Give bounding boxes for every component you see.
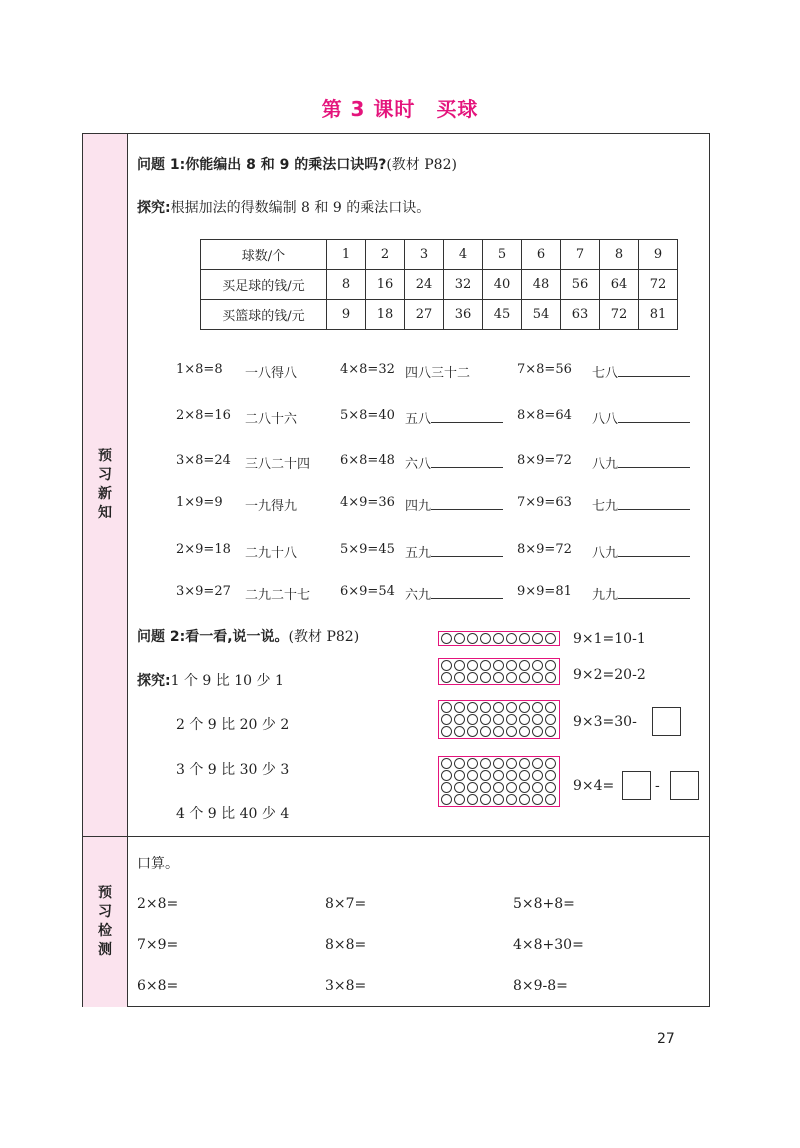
mnemonic-rhyme — [405, 453, 503, 472]
table-cell: 56 — [561, 270, 600, 300]
circle-dot — [519, 702, 530, 713]
problem1-ref: (教材 P82) — [386, 157, 457, 173]
circle-dot — [545, 660, 556, 671]
circle-dot — [545, 770, 556, 781]
problem2-ref: (教材 P82) — [288, 629, 360, 645]
table-row — [201, 300, 678, 330]
table-cell: 81 — [639, 300, 678, 330]
circle-dot — [532, 770, 543, 781]
table-cell: 24 — [405, 270, 444, 300]
circle-dot — [441, 758, 452, 769]
table-row-header: 买足球的钱/元 — [201, 270, 327, 300]
preview-new-label: 预习新知 — [98, 448, 112, 521]
table-cell: 40 — [483, 270, 522, 300]
circle-dot — [506, 633, 517, 644]
circle-dot — [480, 770, 491, 781]
circle-dot — [519, 758, 530, 769]
section-label-preview-new — [83, 134, 128, 836]
circle-dot — [545, 672, 556, 683]
circle-dot — [545, 794, 556, 805]
mnemonic-rhyme-text: 八九 — [592, 546, 619, 561]
mnemonic-rhyme — [245, 495, 297, 514]
circle-dot — [493, 770, 504, 781]
circle-dot — [519, 770, 530, 781]
problem2-minus-4: - — [655, 778, 660, 794]
table-cell: 5 — [483, 240, 522, 270]
circle-dot — [545, 758, 556, 769]
circle-dot — [467, 726, 478, 737]
mental-math-item: 8×9-8= — [513, 978, 568, 994]
answer-box-4a[interactable] — [622, 771, 651, 800]
circle-dot — [441, 714, 452, 725]
circle-dot — [467, 758, 478, 769]
mnemonic-equation: 7×8=56 — [517, 362, 572, 377]
circle-dot — [519, 672, 530, 683]
mnemonic-rhyme-text: 四八三十二 — [405, 366, 471, 381]
mental-math-item: 4×8+30= — [513, 937, 584, 953]
mnemonic-equation: 8×9=72 — [517, 542, 572, 557]
mnemonic-rhyme — [245, 584, 310, 603]
mnemonic-equation: 3×8=24 — [176, 453, 231, 468]
mnemonic-rhyme-text: 八九 — [592, 457, 619, 472]
problem2-line-2: 2 个 9 比 20 少 2 — [176, 717, 290, 733]
circle-dot — [545, 726, 556, 737]
mnemonic-rhyme — [405, 542, 503, 561]
dot-grid-3 — [438, 700, 560, 739]
circle-dot — [519, 714, 530, 725]
circle-dot — [454, 672, 465, 683]
table-cell: 16 — [366, 270, 405, 300]
mnemonic-rhyme — [592, 495, 690, 514]
mnemonic-rhyme-text: 五九 — [405, 546, 432, 561]
circle-dot — [454, 702, 465, 713]
mnemonic-rhyme-text: 一九得九 — [245, 499, 298, 514]
circle-dot — [480, 726, 491, 737]
mnemonic-equation: 6×9=54 — [340, 584, 395, 599]
mnemonic-equation: 5×9=45 — [340, 542, 395, 557]
circle-dot — [467, 714, 478, 725]
table-cell: 54 — [522, 300, 561, 330]
problem2-equation-3: 9×3=30- — [573, 714, 637, 730]
answer-blank[interactable] — [431, 495, 503, 510]
circle-dot — [519, 794, 530, 805]
table-cell: 32 — [444, 270, 483, 300]
circle-dot — [467, 770, 478, 781]
mnemonic-rhyme — [245, 542, 297, 561]
circle-dot — [493, 726, 504, 737]
table-cell: 9 — [327, 300, 366, 330]
mnemonic-equation: 8×8=64 — [517, 408, 572, 423]
mnemonic-equation: 6×8=48 — [340, 453, 395, 468]
mnemonic-equation: 3×9=27 — [176, 584, 231, 599]
mnemonic-rhyme-text: 二八十六 — [245, 412, 298, 427]
mental-math-item: 5×8+8= — [513, 896, 575, 912]
circle-dot — [467, 660, 478, 671]
mnemonic-rhyme-text: 八八 — [592, 412, 619, 427]
table-row — [201, 270, 678, 300]
circle-dot — [467, 702, 478, 713]
circle-dot — [480, 758, 491, 769]
problem2-equation-4: 9×4= — [573, 778, 615, 794]
ball-price-table — [200, 239, 678, 330]
page-number: 27 — [657, 1031, 675, 1047]
mnemonic-equation: 2×8=16 — [176, 408, 231, 423]
mnemonic-equation: 8×9=72 — [517, 453, 572, 468]
answer-blank[interactable] — [431, 542, 503, 557]
answer-blank[interactable] — [618, 408, 690, 423]
circle-dot — [532, 633, 543, 644]
circle-dot — [506, 672, 517, 683]
circle-dot — [467, 633, 478, 644]
mnemonic-rhyme — [405, 584, 503, 603]
table-cell: 2 — [366, 240, 405, 270]
mnemonic-rhyme-text: 九九 — [592, 588, 619, 603]
problem1-title: 问题 1:你能编出 8 和 9 的乘法口诀吗? — [137, 157, 387, 173]
table-cell: 48 — [522, 270, 561, 300]
mental-math-item: 7×9= — [137, 937, 179, 953]
table-cell: 18 — [366, 300, 405, 330]
table-cell: 7 — [561, 240, 600, 270]
section-divider — [83, 836, 709, 837]
answer-blank[interactable] — [618, 453, 690, 468]
answer-blank[interactable] — [618, 542, 690, 557]
mnemonic-rhyme — [405, 408, 503, 427]
circle-dot — [519, 633, 530, 644]
circle-dot — [506, 702, 517, 713]
mnemonic-rhyme-text: 四九 — [405, 499, 432, 514]
mnemonic-rhyme-text: 五八 — [405, 412, 432, 427]
mnemonic-rhyme-text: 七八 — [592, 366, 619, 381]
table-cell: 27 — [405, 300, 444, 330]
mnemonic-rhyme-text: 二九十八 — [245, 546, 298, 561]
circle-dot — [493, 782, 504, 793]
problem2-line-3: 3 个 9 比 30 少 3 — [176, 762, 290, 778]
problem2-line-1: 1 个 9 比 10 少 1 — [170, 673, 284, 689]
section-label-preview-check — [83, 836, 128, 1007]
mnemonic-rhyme-text: 六九 — [405, 588, 432, 603]
circle-dot — [532, 782, 543, 793]
problem2-heading — [137, 626, 359, 646]
mnemonic-rhyme-text: 六八 — [405, 457, 432, 472]
circle-dot — [493, 794, 504, 805]
mnemonic-equation: 2×9=18 — [176, 542, 231, 557]
mnemonic-rhyme-text: 三八二十四 — [245, 457, 311, 472]
mnemonic-rhyme — [592, 362, 690, 381]
answer-blank[interactable] — [618, 584, 690, 599]
circle-dot — [532, 726, 543, 737]
circle-dot — [441, 726, 452, 737]
circle-dot — [493, 702, 504, 713]
circle-dot — [441, 782, 452, 793]
table-cell: 63 — [561, 300, 600, 330]
circle-dot — [454, 794, 465, 805]
circle-dot — [545, 714, 556, 725]
circle-dot — [454, 782, 465, 793]
circle-dot — [441, 794, 452, 805]
problem2-equation-2: 9×2=20-2 — [573, 667, 646, 683]
circle-dot — [480, 672, 491, 683]
mnemonic-rhyme — [245, 453, 310, 472]
answer-blank[interactable] — [618, 495, 690, 510]
table-cell: 72 — [639, 270, 678, 300]
table-cell: 36 — [444, 300, 483, 330]
circle-dot — [506, 660, 517, 671]
circle-dot — [480, 782, 491, 793]
mnemonic-equation: 4×9=36 — [340, 495, 395, 510]
problem1-heading — [137, 154, 457, 174]
dot-grid-2 — [438, 658, 560, 685]
circle-dot — [441, 633, 452, 644]
answer-box-3[interactable] — [652, 707, 681, 736]
circle-dot — [545, 782, 556, 793]
circle-dot — [467, 672, 478, 683]
circle-dot — [480, 660, 491, 671]
table-cell: 3 — [405, 240, 444, 270]
circle-dot — [493, 758, 504, 769]
table-cell: 4 — [444, 240, 483, 270]
dot-grid-4 — [438, 756, 560, 807]
circle-dot — [493, 714, 504, 725]
mental-math-item: 2×8= — [137, 896, 179, 912]
mnemonic-rhyme-text: 一八得八 — [245, 366, 298, 381]
circle-dot — [454, 660, 465, 671]
circle-dot — [532, 660, 543, 671]
circle-dot — [532, 702, 543, 713]
circle-dot — [467, 794, 478, 805]
circle-dot — [454, 726, 465, 737]
mental-math-item: 6×8= — [137, 978, 179, 994]
circle-dot — [454, 770, 465, 781]
table-cell: 9 — [639, 240, 678, 270]
mental-math-item: 3×8= — [325, 978, 367, 994]
circle-dot — [480, 794, 491, 805]
mnemonic-equation: 1×8=8 — [176, 362, 223, 377]
table-cell: 8 — [327, 270, 366, 300]
table-cell: 64 — [600, 270, 639, 300]
answer-blank[interactable] — [431, 584, 503, 599]
circle-dot — [506, 714, 517, 725]
circle-dot — [441, 660, 452, 671]
check-label: 口算。 — [137, 856, 179, 872]
circle-dot — [467, 782, 478, 793]
mnemonic-equation: 1×9=9 — [176, 495, 223, 510]
mental-math-item: 8×7= — [325, 896, 367, 912]
mnemonic-rhyme — [245, 362, 297, 381]
circle-dot — [545, 633, 556, 644]
circle-dot — [454, 758, 465, 769]
mnemonic-rhyme — [592, 408, 690, 427]
table-row-header: 买篮球的钱/元 — [201, 300, 327, 330]
mnemonic-rhyme-text: 七九 — [592, 499, 619, 514]
circle-dot — [454, 714, 465, 725]
mnemonic-rhyme — [245, 408, 297, 427]
circle-dot — [480, 702, 491, 713]
answer-box-4b[interactable] — [670, 771, 699, 800]
mnemonic-rhyme-text: 二九二十七 — [245, 588, 311, 603]
circle-dot — [519, 782, 530, 793]
circle-dot — [532, 672, 543, 683]
problem2-explore — [137, 670, 284, 690]
mnemonic-rhyme — [592, 542, 690, 561]
problem1-explore-text: 根据加法的得数编制 8 和 9 的乘法口诀。 — [170, 200, 431, 216]
problem1-explore — [137, 197, 430, 217]
circle-dot — [480, 633, 491, 644]
mnemonic-rhyme — [592, 584, 690, 603]
table-cell: 45 — [483, 300, 522, 330]
table-row — [201, 240, 678, 270]
problem2-line-4: 4 个 9 比 40 少 4 — [176, 806, 290, 822]
circle-dot — [506, 782, 517, 793]
mnemonic-equation: 4×8=32 — [340, 362, 395, 377]
circle-dot — [532, 758, 543, 769]
mnemonic-equation: 7×9=63 — [517, 495, 572, 510]
problem1-explore-label: 探究: — [137, 200, 171, 216]
circle-dot — [441, 672, 452, 683]
circle-dot — [519, 726, 530, 737]
answer-blank[interactable] — [431, 408, 503, 423]
table-cell: 72 — [600, 300, 639, 330]
table-row-header: 球数/个 — [201, 240, 327, 270]
dot-grid-1 — [438, 631, 560, 646]
circle-dot — [454, 633, 465, 644]
mnemonic-rhyme — [592, 453, 690, 472]
circle-dot — [493, 633, 504, 644]
circle-dot — [506, 770, 517, 781]
mnemonic-rhyme — [405, 495, 503, 514]
circle-dot — [532, 714, 543, 725]
table-cell: 6 — [522, 240, 561, 270]
lesson-title: 第 3 课时 买球 — [321, 97, 479, 121]
mnemonic-equation: 9×9=81 — [517, 584, 572, 599]
problem2-explore-label: 探究: — [137, 673, 171, 689]
circle-dot — [506, 726, 517, 737]
circle-dot — [493, 660, 504, 671]
circle-dot — [441, 770, 452, 781]
problem2-title: 问题 2:看一看,说一说。 — [137, 629, 289, 645]
preview-check-label: 预习检测 — [98, 884, 112, 958]
table-cell: 1 — [327, 240, 366, 270]
circle-dot — [441, 702, 452, 713]
circle-dot — [519, 660, 530, 671]
table-cell: 8 — [600, 240, 639, 270]
mnemonic-equation: 5×8=40 — [340, 408, 395, 423]
mental-math-item: 8×8= — [325, 937, 367, 953]
mnemonic-rhyme — [405, 362, 470, 381]
circle-dot — [506, 794, 517, 805]
answer-blank[interactable] — [618, 362, 690, 377]
problem2-equation-1: 9×1=10-1 — [573, 631, 646, 647]
circle-dot — [545, 702, 556, 713]
circle-dot — [506, 758, 517, 769]
answer-blank[interactable] — [431, 453, 503, 468]
circle-dot — [532, 794, 543, 805]
circle-dot — [493, 672, 504, 683]
circle-dot — [480, 714, 491, 725]
